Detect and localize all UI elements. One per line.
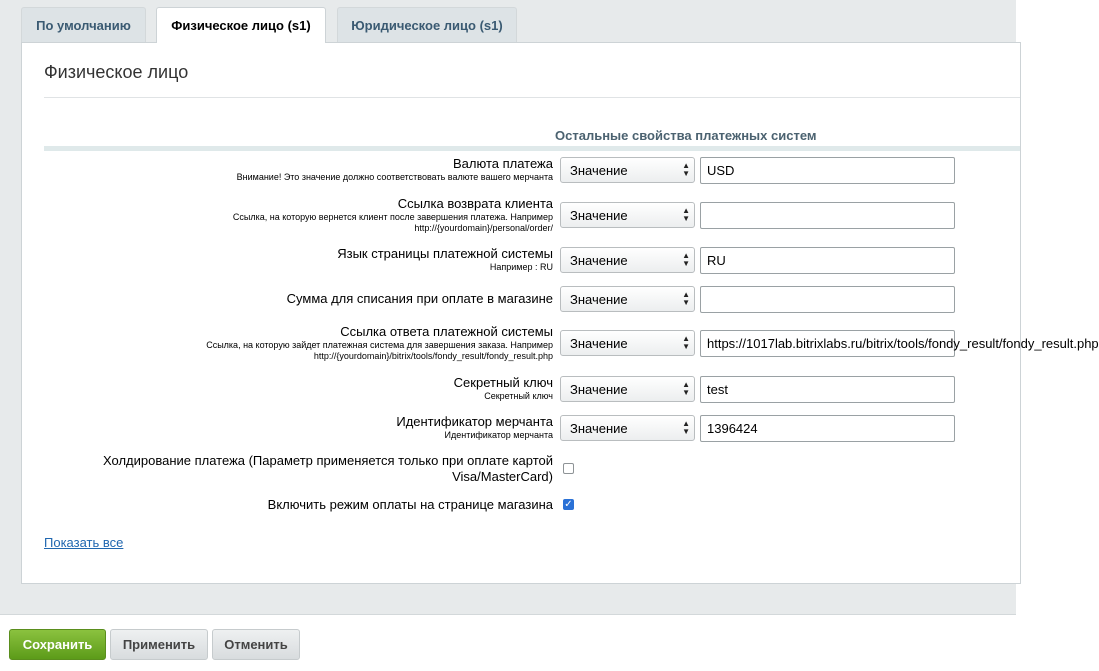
checkbox-label: Включить режим оплаты на странице магазина: [267, 497, 553, 512]
field-label: Язык страницы платежной системы: [337, 246, 553, 261]
divider: [44, 97, 1020, 98]
select-value: Значение: [570, 420, 628, 436]
select-arrows-icon: ▲ ▼: [682, 334, 690, 351]
value-type-select[interactable]: [560, 286, 695, 312]
select-arrows-icon: ▲ ▼: [682, 251, 690, 268]
secret-key-input[interactable]: test: [700, 376, 955, 403]
value-type-select[interactable]: [560, 202, 695, 228]
checkbox-label-block: [33, 497, 553, 513]
value-type-select[interactable]: [560, 415, 695, 441]
select-arrows-icon: ▲ ▼: [682, 290, 690, 307]
merchant-id-input[interactable]: 1396424: [700, 415, 955, 442]
field-label: Секретный ключ: [453, 375, 553, 390]
select-arrows-icon: ▲ ▼: [682, 380, 690, 397]
tab-panel: [21, 42, 1099, 584]
select-arrows-icon: ▲ ▼: [682, 419, 690, 436]
section-divider: [44, 146, 1020, 151]
field-note-example: http://{yourdomain}/bitrix/tools/fondy_result/fondy_result.php: [313, 351, 553, 361]
response-url-input[interactable]: https://1017lab.bitrixlabs.ru/bitrix/tools/fondy_result/fondy_result.php: [700, 330, 955, 357]
field-label-block: [33, 324, 553, 362]
field-note: Секретный ключ: [484, 391, 553, 401]
language-input[interactable]: RU: [700, 247, 955, 274]
return-url-input[interactable]: [700, 202, 955, 229]
field-label-block: [33, 156, 553, 183]
field-note: Ссылка, на которую вернется клиент после завершения платежа. Например: [232, 212, 553, 222]
save-button[interactable]: Сохранить: [9, 629, 106, 660]
select-value: Значение: [570, 335, 628, 351]
select-arrows-icon: ▲ ▼: [682, 161, 690, 178]
amount-input[interactable]: [700, 286, 955, 313]
checkbox-label-cont: Visa/MasterCard): [452, 469, 553, 484]
checkbox-label-block: [33, 453, 553, 485]
field-note-example: http://{yourdomain}/personal/order/: [414, 223, 553, 233]
field-label: Ссылка возврата клиента: [397, 196, 553, 211]
tab-default[interactable]: По умолчанию: [21, 7, 146, 42]
field-note: Ссылка, на которую зайдет платежная система для завершения заказа. Например: [206, 340, 553, 350]
field-label: Идентификатор мерчанта: [396, 414, 553, 429]
field-label: Валюта платежа: [453, 156, 553, 171]
tab-individual[interactable]: Физическое лицо (s1): [156, 7, 326, 43]
tab-legal-entity[interactable]: Юридическое лицо (s1): [337, 7, 517, 42]
field-label-block: [33, 291, 553, 307]
field-label: Сумма для списания при оплате в магазине: [286, 291, 553, 306]
field-label-block: [33, 196, 553, 234]
field-note: Внимание! Это значение должно соответствовать валюте вашего мерчанта: [236, 172, 553, 182]
field-label-block: [33, 246, 553, 273]
select-value: Значение: [570, 207, 628, 223]
value-type-select[interactable]: [560, 330, 695, 356]
value-type-select[interactable]: [560, 157, 695, 183]
checkbox-label: Холдирование платежа (Параметр применяется только при оплате картой: [102, 453, 553, 468]
apply-button[interactable]: Применить: [110, 629, 208, 660]
select-value: Значение: [570, 162, 628, 178]
value-type-select[interactable]: [560, 376, 695, 402]
shop-payment-checkbox[interactable]: ✓: [564, 499, 573, 510]
field-note: Например : RU: [489, 262, 553, 272]
value-type-select[interactable]: [560, 247, 695, 273]
field-label-block: [33, 375, 553, 402]
select-value: Значение: [570, 381, 628, 397]
panel-title: Физическое лицо: [44, 62, 189, 82]
currency-input[interactable]: USD: [700, 157, 955, 184]
hold-payment-checkbox[interactable]: [563, 463, 574, 474]
section-header: Остальные свойства платежных систем: [555, 128, 817, 143]
field-label-block: [33, 414, 553, 441]
show-all-link[interactable]: Показать все: [44, 535, 124, 550]
cancel-button[interactable]: Отменить: [212, 629, 300, 660]
field-label: Ссылка ответа платежной системы: [340, 324, 553, 339]
select-value: Значение: [570, 291, 628, 307]
select-value: Значение: [570, 252, 628, 268]
field-note: Идентификатор мерчанта: [444, 430, 553, 440]
select-arrows-icon: ▲ ▼: [682, 206, 690, 223]
